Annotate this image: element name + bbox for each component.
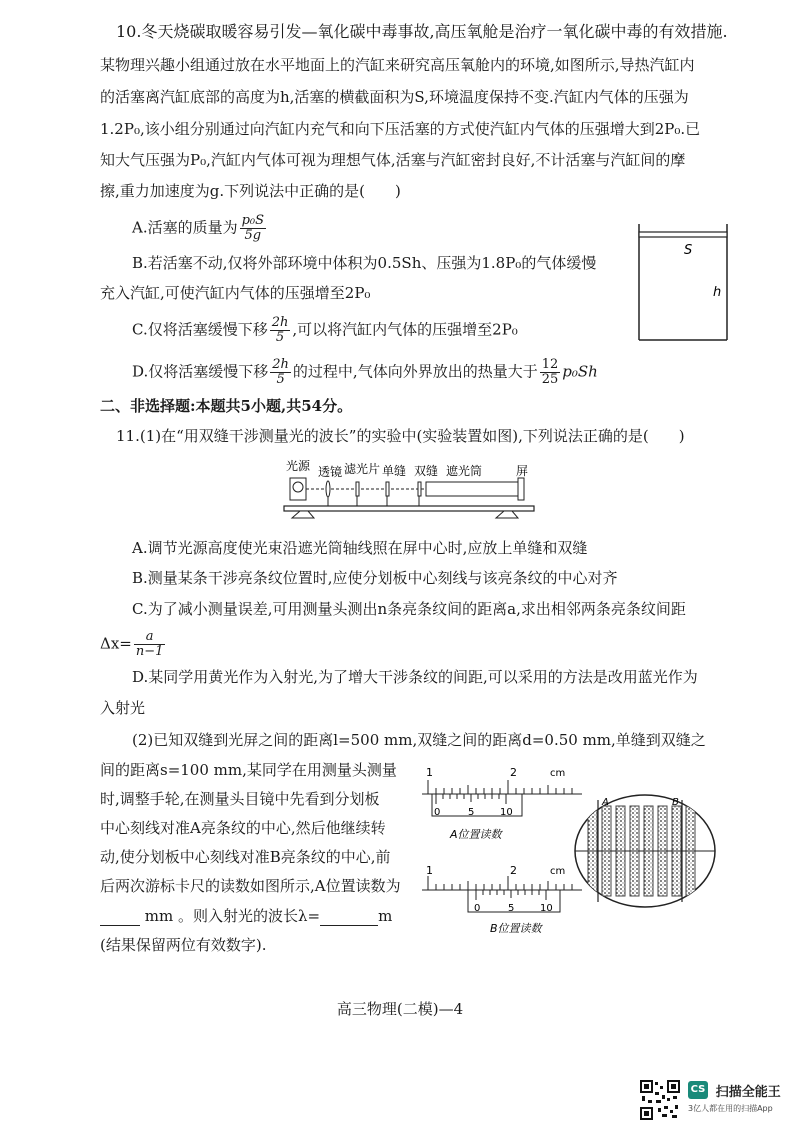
q10-line-6: 擦,重力加速度为g.下列说法中正确的是( )	[100, 182, 401, 200]
label-lens: 透镜	[318, 465, 343, 479]
q10-option-b-line2: 充入汽缸,可使汽缸内气体的压强增至2P₀	[100, 284, 371, 302]
caliper-b-figure	[418, 862, 588, 944]
label-screen: 屏	[516, 464, 529, 478]
q11-line-1: 11.(1)在“用双缝干涉测量光的波长”的实验中(实验装置如图),下列说法正确的是( )	[116, 427, 685, 445]
piston	[639, 232, 727, 237]
label-light-source: 光源	[286, 459, 311, 473]
label-double-slit: 双缝	[414, 464, 439, 478]
caliper-b-main-label-1: 1	[426, 864, 433, 877]
q11-option-d-line2: 入射光	[100, 699, 146, 717]
shade-tube	[426, 482, 518, 496]
answer-blank-a-reading[interactable]	[100, 925, 140, 926]
label-s: S	[684, 243, 693, 258]
q10-option-b-line1: B.若活塞不动,仅将外部环境中体积为0.5Sh、压强为1.8P₀的气体缓慢	[132, 254, 597, 272]
bench-foot-left	[292, 511, 314, 518]
q11-part2-line7: mm 。则入射光的波长λ= m	[100, 906, 392, 926]
lens-holder	[326, 481, 330, 506]
q11-part2-line3: 时,调整手轮,在测量头目镜中先看到分划板	[100, 790, 380, 808]
double-slit-holder	[418, 482, 421, 506]
q10-option-c: C.仅将活塞缓慢下移 $\frac{2h}{5}$ ,可以将汽缸内气体的压强增至2P₀	[132, 315, 518, 345]
apparatus-figure	[282, 456, 542, 524]
caliper-a-figure	[418, 764, 588, 846]
q11-part2-line8: (结果保留两位有效数字).	[100, 936, 267, 954]
caliper-b-main-ticks	[428, 876, 572, 890]
optical-bench	[284, 506, 534, 511]
label-tube: 遮光筒	[446, 464, 483, 478]
cylinder-figure	[630, 222, 730, 344]
q10-line-4: 1.2P₀,该小组分别通过向汽缸内充气和向下压活塞的方式使汽缸内气体的压强增大到2P₀.已	[100, 120, 701, 138]
page-footer: 高三物理(二模)—4	[336, 1000, 464, 1018]
q10-line-1: 10.冬天烧碳取暖容易引发—氧化碳中毒事故,高压氧舱是治疗一氧化碳中毒的有效措施.	[116, 22, 728, 41]
eyepiece-label-a: A	[602, 797, 609, 808]
scanner-tagline: 3亿人都在用的扫描App	[688, 1103, 773, 1113]
q11-option-a: A.调节光源高度使光束沿遮光筒轴线照在屏中心时,应放上单缝和双缝	[132, 539, 588, 557]
q10-line-2: 某物理兴趣小组通过放在水平地面上的汽缸来研究高压氧舱内的环境,如图所示,导热汽缸内	[100, 56, 695, 74]
q10-line-3: 的活塞离汽缸底部的高度为h,活塞的横截面积为S,环境温度保持不变.汽缸内气体的压强为	[100, 88, 689, 106]
single-slit-holder	[386, 482, 389, 506]
screen-plate	[518, 478, 524, 500]
scanner-badge-icon: CS	[688, 1081, 708, 1099]
caliper-a-caption: A位置读数	[450, 828, 502, 841]
q11-part2-line2: 间的距离s=100 mm,某同学在用测量头测量	[100, 761, 397, 779]
caliper-b-unit: cm	[550, 866, 566, 877]
q10-option-d: D.仅将活塞缓慢下移 $\frac{2h}{5}$ 的过程中,气体向外界放出的热量大于 $\frac{12}{25}$ p₀Sh	[132, 357, 598, 387]
eyepiece-label-b: B	[672, 797, 679, 808]
q11-part2-line6: 后两次游标卡尺的读数如图所示,A位置读数为	[100, 877, 401, 895]
eyepiece-figure	[572, 792, 718, 910]
q11-part2-line5: 动,使分划板中心刻线对准B亮条纹的中心,前	[100, 848, 391, 866]
caliper-a-unit: cm	[550, 768, 566, 779]
label-filter: 滤光片	[344, 462, 381, 476]
caliper-a-main-ticks	[428, 780, 572, 794]
caliper-a-vernier-label-5: 5	[468, 807, 475, 818]
scanner-watermark	[688, 1080, 781, 1114]
bench-foot-right	[496, 511, 518, 518]
caliper-b-vernier-label-10: 10	[540, 903, 553, 914]
caliper-b-vernier-label-5: 5	[508, 903, 515, 914]
section-2-heading: 二、非选择题:本题共5小题,共54分。	[100, 397, 353, 415]
q11-part2-line4: 中心刻线对准A亮条纹的中心,然后他继续转	[100, 819, 386, 837]
q11-option-c-line1: C.为了减小测量误差,可用测量头测出n条亮条纹间的距离a,求出相邻两条亮条纹间距	[132, 600, 686, 618]
label-single-slit: 单缝	[382, 464, 407, 478]
lamp-bulb	[293, 482, 303, 492]
label-h: h	[713, 285, 722, 300]
caliper-a-main-label-2: 2	[510, 766, 517, 779]
caliper-b-main-label-2: 2	[510, 864, 517, 877]
filter-holder	[356, 482, 359, 506]
scanner-name: 扫描全能王	[715, 1084, 781, 1100]
q11-part2-line1: (2)已知双缝到光屏之间的距离l=500 mm,双缝之间的距离d=0.50 mm,单缝到双缝之	[132, 731, 706, 749]
caliper-a-vernier-label-10: 10	[500, 807, 513, 818]
caliper-a-main-label-1: 1	[426, 766, 433, 779]
caliper-b-vernier-label-0: 0	[474, 903, 481, 914]
caliper-b-caption: B位置读数	[490, 922, 542, 935]
q10-option-a: A.活塞的质量为 $\frac{\text{p₀S}}{5g}$	[132, 213, 265, 243]
q10-line-5: 知大气压强为P₀,汽缸内气体可视为理想气体,活塞与汽缸密封良好,不计活塞与汽缸间的摩	[100, 151, 686, 169]
qr-code-icon	[640, 1080, 680, 1120]
answer-blank-wavelength[interactable]	[320, 925, 378, 926]
caliper-a-vernier-label-0: 0	[434, 807, 441, 818]
q11-option-c-line2: Δx= $\frac{a}{n-1}$	[100, 629, 164, 659]
q11-option-b: B.测量某条干涉亮条纹位置时,应使分划板中心刻线与该亮条纹的中心对齐	[132, 569, 618, 587]
q11-option-d-line1: D.某同学用黄光作为入射光,为了增大干涉条纹的间距,可以采用的方法是改用蓝光作为	[132, 668, 698, 686]
